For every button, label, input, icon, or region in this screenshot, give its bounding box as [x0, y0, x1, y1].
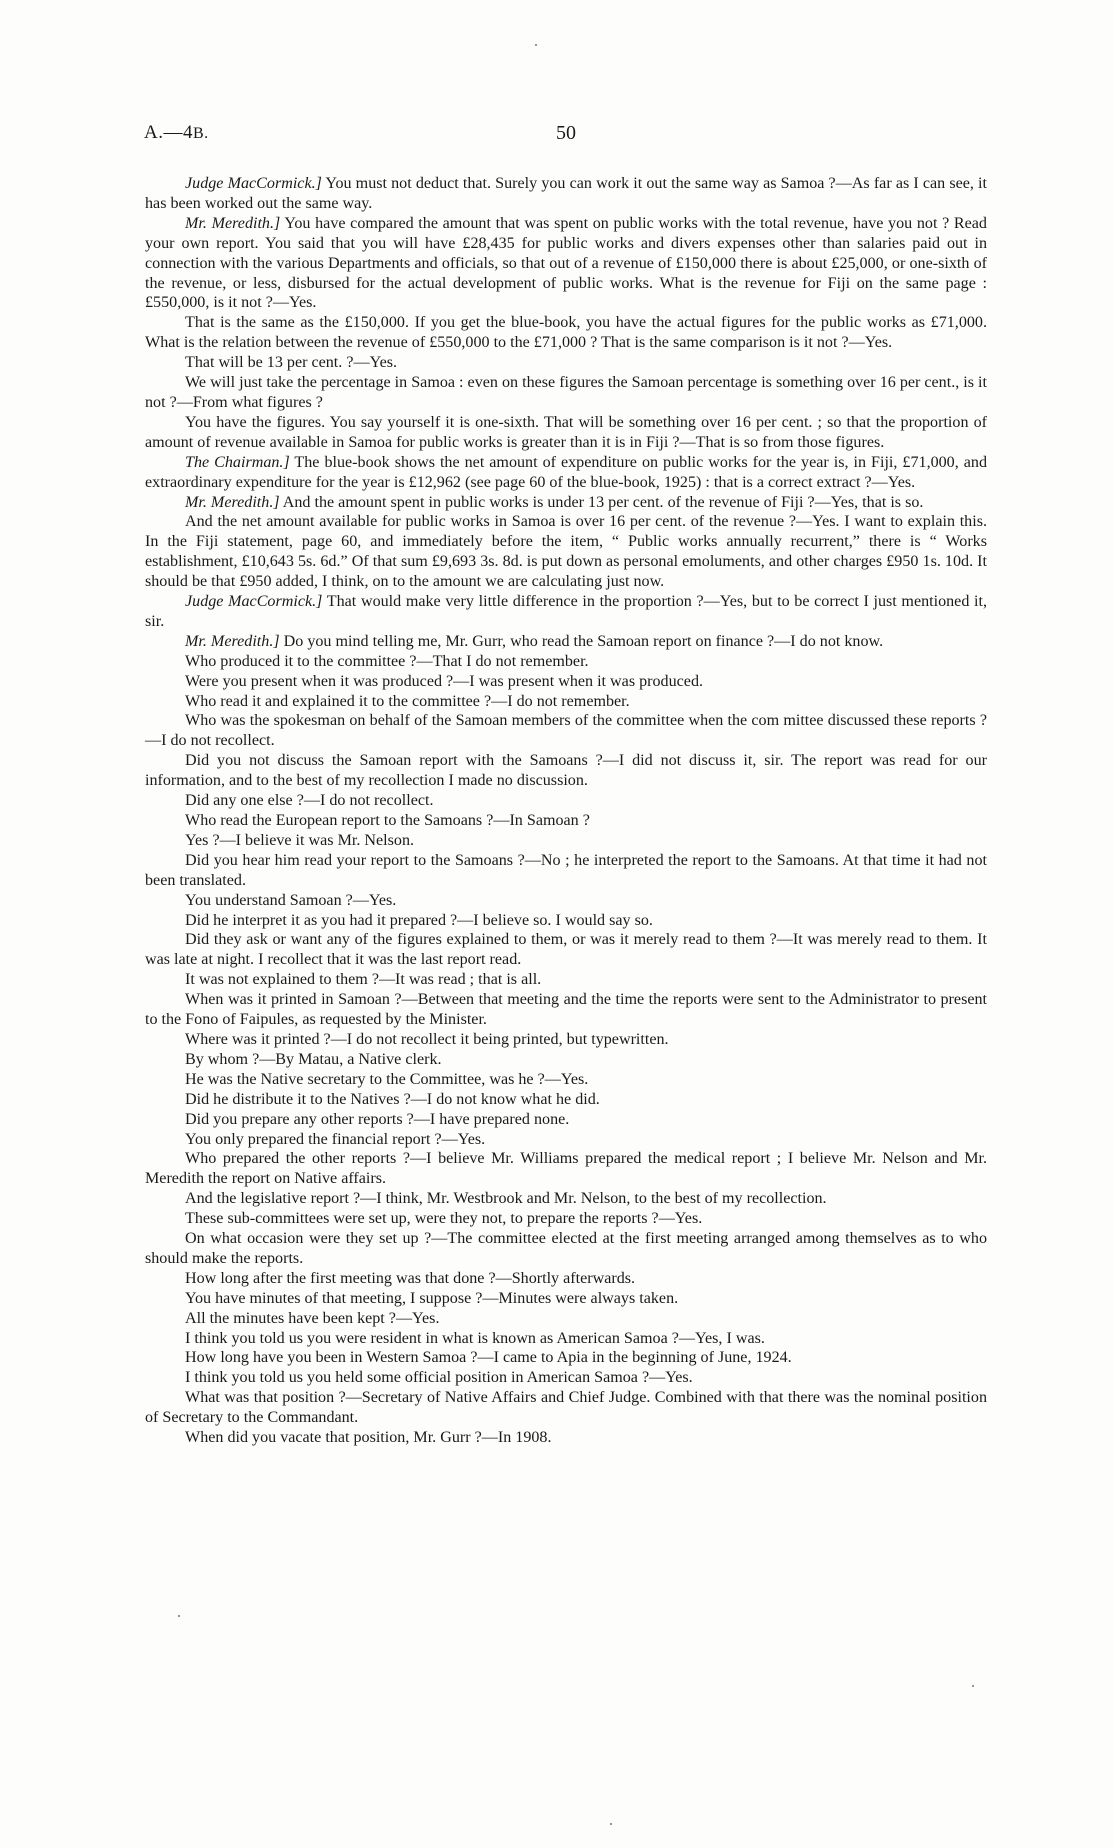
paragraph-text: You understand Samoan ?—Yes.: [185, 891, 397, 909]
paragraph-text: And the amount spent in public works is under 13 per cent. of the revenue of Fiji ?—Yes, that is so.: [279, 493, 924, 511]
transcript-paragraph: [145, 751, 987, 791]
paragraph-text: Did they ask or want any of the figures explained to them, or was it merely read to them ?—It was merely read to them. It was late at night. I recollect that it was the last report read.: [145, 931, 987, 969]
paragraph-text: It was not explained to them ?—It was read ; that is all.: [185, 971, 542, 989]
transcript-paragraph: [145, 652, 987, 672]
transcript-paragraph: [145, 353, 987, 373]
transcript-paragraph: [145, 453, 987, 493]
paragraph-text: Who read it and explained it to the committee ?—I do not remember.: [185, 692, 630, 710]
transcript-paragraph: [145, 1030, 987, 1050]
transcript-paragraph: [145, 1368, 987, 1388]
paragraph-text: That is the same as the £150,000. If you get the blue-book, you have the actual figures for the public works as £71,000. What is the relation between the revenue of £550,000 to the £71,000 ? That is the same comparison is it not ?—Yes.: [145, 314, 987, 352]
paragraph-text: On what occasion were they set up ?—The committee elected at the first meeting arranged among themselves as to who should make the reports.: [145, 1230, 987, 1267]
paragraph-text: You must not deduct that. Surely you can work it out the same way as Samoa ?—As far as I can see, it has been worked out the same way.: [145, 175, 988, 212]
transcript-paragraph: [145, 592, 987, 632]
transcript-paragraph: [145, 1130, 987, 1150]
paragraph-text: When was it printed in Samoan ?—Between that meeting and the time the reports were sent to the Administrator to present to the Fono of Faipules, as requested by the Minister.: [145, 991, 987, 1029]
scan-speck: [178, 1615, 180, 1617]
transcript-paragraph: [145, 1309, 987, 1329]
transcript-paragraph: [145, 1348, 987, 1368]
paragraph-text: Did you prepare any other reports ?—I have prepared none.: [185, 1110, 570, 1128]
document-reference-suffix: B.: [192, 125, 209, 142]
speaker-label: Judge MacCormick.]: [185, 593, 323, 611]
transcript-paragraph: [145, 911, 987, 931]
paragraph-text: Do you mind telling me, Mr. Gurr, who read the Samoan report on finance ?—I do not know.: [279, 632, 884, 650]
paragraph-text: You only prepared the financial report ?—Yes.: [185, 1130, 486, 1148]
paragraph-text: Did he interpret it as you had it prepared ?—I believe so. I would say so.: [185, 911, 653, 929]
transcript-paragraph: [145, 1388, 987, 1428]
paragraph-text: You have the figures. You say yourself it is one-sixth. That will be something over 16 per cent. ; so that the proportion of amount of revenue available in Samoa for public works is greater than it is in Fiji ?—That is so from those figures.: [145, 413, 987, 451]
paragraph-text: Who produced it to the committee ?—That I do not remember.: [185, 652, 589, 670]
transcript-paragraph: [145, 1110, 987, 1130]
transcript-paragraph: [145, 1070, 987, 1090]
transcript-paragraph: [145, 1189, 987, 1209]
paragraph-text: Who prepared the other reports ?—I believe Mr. Williams prepared the medical report ; I believe Mr. Nelson and Mr. Meredith the report on Native affairs.: [145, 1150, 987, 1188]
transcript-paragraph: [145, 1329, 987, 1349]
paragraph-text: All the minutes have been kept ?—Yes.: [185, 1309, 440, 1327]
transcript-paragraph: [145, 1209, 987, 1229]
paragraph-text: We will just take the percentage in Samoa : even on these figures the Samoan percentage is something over 16 per cent., is it not ?—From what figures ?: [145, 374, 987, 411]
transcript-paragraph: [145, 1428, 987, 1448]
transcript-paragraph: [145, 632, 987, 652]
page-header: [144, 122, 988, 152]
paragraph-text: Were you present when it was produced ?—I was present when it was produced.: [185, 672, 704, 690]
speaker-label: The Chairman.]: [185, 453, 290, 471]
transcript-paragraph: [145, 930, 987, 970]
transcript-paragraph: [145, 970, 987, 990]
transcript-paragraph: [145, 891, 987, 911]
transcript-paragraph: [145, 413, 987, 453]
transcript-body: [145, 174, 987, 1448]
paragraph-text: You have minutes of that meeting, I suppose ?—Minutes were always taken.: [185, 1289, 679, 1307]
speaker-label: Judge MacCormick.]: [185, 175, 322, 192]
transcript-paragraph: [145, 1050, 987, 1070]
transcript-paragraph: [145, 1289, 987, 1309]
paragraph-text: I think you told us you were resident in what is known as American Samoa ?—Yes, I was.: [185, 1329, 765, 1347]
transcript-paragraph: [145, 174, 987, 214]
paragraph-text: That would make very little difference in the proportion ?—Yes, but to be correct I just mentioned it, sir.: [145, 593, 987, 630]
transcript-paragraph: [145, 711, 987, 751]
paragraph-text: And the legislative report ?—I think, Mr. Westbrook and Mr. Nelson, to the best of my recollection.: [185, 1190, 827, 1208]
transcript-paragraph: [145, 1090, 987, 1110]
transcript-paragraph: [145, 672, 987, 692]
transcript-paragraph: [145, 373, 987, 413]
paragraph-text: When did you vacate that position, Mr. Gurr ?—In 1908.: [185, 1429, 552, 1447]
paragraph-text: Did you not discuss the Samoan report with the Samoans ?—I did not discuss it, sir. The report was read for our information, and to the best of my recollection I made no discussion.: [145, 752, 987, 790]
transcript-paragraph: [145, 313, 987, 353]
transcript-paragraph: [145, 811, 987, 831]
transcript-paragraph: [145, 512, 987, 592]
transcript-paragraph: [145, 214, 987, 314]
paragraph-text: Did he distribute it to the Natives ?—I do not know what he did.: [185, 1090, 600, 1108]
transcript-paragraph: [145, 1229, 987, 1269]
paragraph-text: I think you told us you held some official position in American Samoa ?—Yes.: [185, 1369, 693, 1387]
speaker-label: Mr. Meredith.]: [185, 493, 280, 511]
paragraph-text: How long have you been in Western Samoa ?—I came to Apia in the beginning of June, 1924.: [185, 1349, 792, 1367]
transcript-paragraph: [145, 1149, 987, 1189]
paragraph-text: Where was it printed ?—I do not recollect it being printed, but typewritten.: [185, 1030, 669, 1048]
paragraph-text: That will be 13 per cent. ?—Yes.: [185, 354, 398, 372]
page-number: 50: [556, 122, 576, 144]
paragraph-text: These sub-committees were set up, were they not, to prepare the reports ?—Yes.: [185, 1210, 703, 1228]
paragraph-text: Yes ?—I believe it was Mr. Nelson.: [185, 831, 415, 849]
paragraph-text: Who was the spokesman on behalf of the Samoan members of the committee when the com mittee discussed these reports ?—I do not recollect.: [145, 712, 987, 750]
paragraph-text: Did any one else ?—I do not recollect.: [185, 792, 434, 810]
transcript-paragraph: [145, 831, 987, 851]
transcript-paragraph: [145, 1269, 987, 1289]
paragraph-text: You have compared the amount that was spent on public works with the total revenue, have you not ? Read your own report. You said that you will have £28,435 for public works and divers expenses other than salaries paid out in connection with the various Departments and officials, so that out of a revenue of £150,000 there is about £25,000, or one-sixth of the revenue, or less, disbursed for the actual development of public works. What is the revenue for Fiji on the same page : £550,000, is it not ?—Yes.: [145, 214, 987, 312]
transcript-paragraph: [145, 851, 987, 891]
transcript-paragraph: [145, 791, 987, 811]
speaker-label: Mr. Meredith.]: [185, 214, 281, 232]
scan-speck: [535, 44, 537, 46]
scan-speck: [972, 1685, 974, 1687]
paragraph-text: And the net amount available for public works in Samoa is over 16 per cent. of the revenue ?—Yes. I want to explain this. In the Fiji statement, page 60, and immediately before the item, “ Public works annually recurrent,” there is “ Works establishment, £10,643 5s. 6d.” Of that sum £9,693 3s. 8d. is put down as personal emoluments, and other charges £950 1s. 10d. It should be that £950 added, I think, on to the amount we are calculating just now.: [145, 513, 987, 591]
transcript-paragraph: [145, 990, 987, 1030]
transcript-paragraph: [145, 493, 987, 513]
paragraph-text: Did you hear him read your report to the Samoans ?—No ; he interpreted the report to the Samoans. At that time it had not been translated.: [145, 851, 987, 889]
paragraph-text: What was that position ?—Secretary of Native Affairs and Chief Judge. Combined with that there was the nominal position of Secretary to the Commandant.: [145, 1389, 987, 1427]
paragraph-text: The blue-book shows the net amount of expenditure on public works for the year is, in Fiji, £71,000, and extraordinary expenditure for the year is £12,962 (see page 60 of the blue-book, 1925) : that is a correct extract ?—Yes.: [145, 453, 987, 491]
scan-speck: [610, 1823, 612, 1825]
paragraph-text: By whom ?—By Matau, a Native clerk.: [185, 1050, 442, 1068]
speaker-label: Mr. Meredith.]: [185, 632, 280, 650]
document-reference-prefix: A.—4: [144, 122, 193, 143]
transcript-paragraph: [145, 692, 987, 712]
paragraph-text: He was the Native secretary to the Committee, was he ?—Yes.: [185, 1070, 589, 1088]
paragraph-text: How long after the first meeting was that done ?—Shortly afterwards.: [185, 1269, 636, 1287]
paragraph-text: Who read the European report to the Samoans ?—In Samoan ?: [185, 812, 590, 829]
